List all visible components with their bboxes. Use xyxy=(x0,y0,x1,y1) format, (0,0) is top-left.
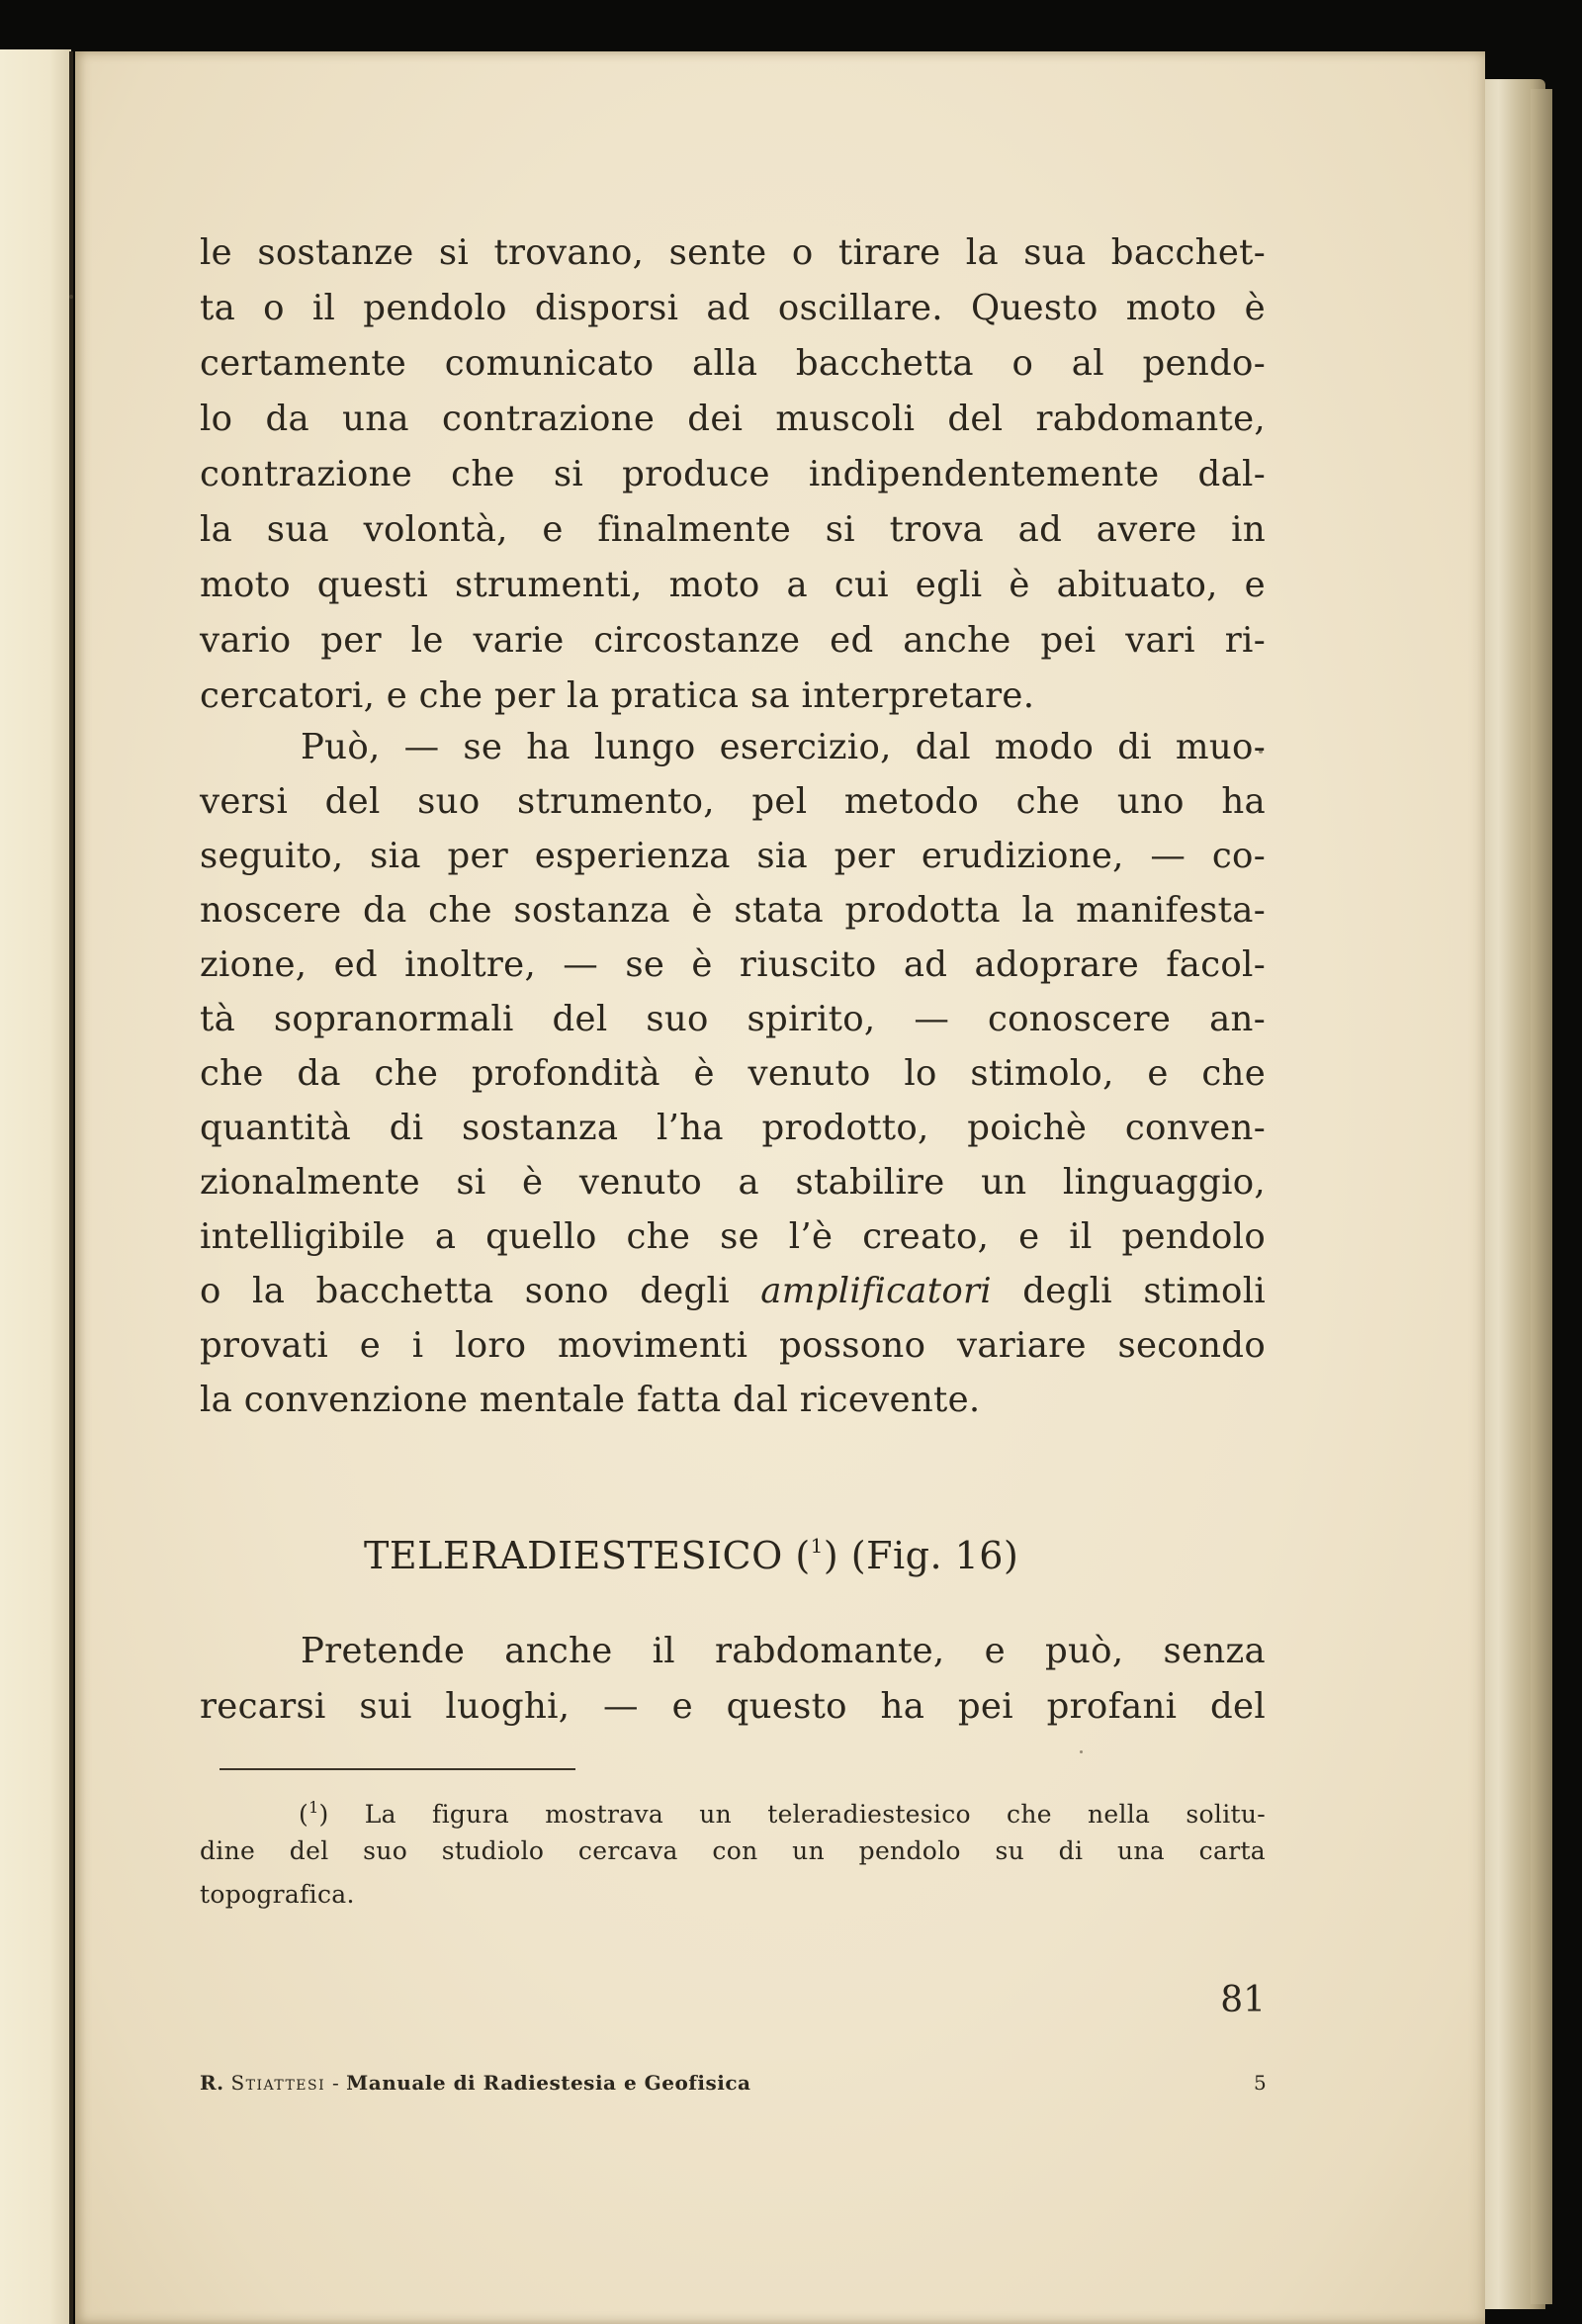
text-line: le sostanze si trovano, sente o tirare la sua bacchet- xyxy=(200,232,1266,273)
text-line: Può, — se ha lungo esercizio, dal modo di muo- xyxy=(301,727,1266,767)
author-name: Stiattesi xyxy=(230,2071,326,2095)
text-line: recarsi sui luoghi, — e questo ha pei profani del xyxy=(200,1686,1266,1727)
text-line: certamente comunicato alla bacchetta o al pendo- xyxy=(200,343,1266,384)
text-line: ta o il pendolo disporsi ad oscillare. Questo moto è xyxy=(200,288,1266,328)
text-line: la convenzione mentale fatta dal ricevente. xyxy=(200,1380,981,1420)
heading-title: TELERADIESTESICO xyxy=(364,1534,783,1577)
text-line: zionalmente si è venuto a stabilire un linguaggio, xyxy=(200,1162,1266,1203)
heading-note-ref xyxy=(795,1534,838,1577)
note-paren: ( xyxy=(795,1534,811,1577)
text-line: lo da una contrazione dei muscoli del rabdomante, xyxy=(200,399,1266,439)
section-heading xyxy=(364,1511,1115,1580)
author-initial: R. xyxy=(200,2071,224,2095)
text-line: vario per le varie circostanze ed anche pei vari ri- xyxy=(200,620,1266,661)
footnote-line: dine del suo studiolo cercava con un pendolo su di una carta xyxy=(200,1836,1266,1865)
page-stack-shadow xyxy=(1531,89,1552,2304)
text-line: che da che profondità è venuto lo stimolo, e che xyxy=(200,1053,1266,1094)
text-line: moto questi strumenti, moto a cui egli è abituato, e xyxy=(200,565,1266,605)
facing-page-edge xyxy=(0,49,71,2324)
text-line: tà sopranormali del suo spirito, — conoscere an- xyxy=(200,999,1266,1039)
book-gutter xyxy=(69,51,73,2324)
figure-reference: (Fig. 16) xyxy=(850,1534,1019,1577)
text-segment: o la bacchetta sono degli xyxy=(200,1271,761,1311)
signature-separator: - xyxy=(325,2071,347,2095)
text-line: provati e i loro movimenti possono variare secondo xyxy=(200,1325,1266,1366)
footnote-number: 1 xyxy=(308,1798,319,1817)
note-paren: ) xyxy=(318,1800,329,1829)
note-paren: ) xyxy=(823,1534,839,1577)
paper-speck xyxy=(1080,1750,1083,1753)
text-line: zione, ed inoltre, — se è riuscito ad adoprare facol- xyxy=(200,944,1266,985)
sheet-signature-number: 5 xyxy=(1254,2071,1267,2095)
text-line: versi del suo strumento, pel metodo che uno ha xyxy=(200,781,1266,822)
footnote-line xyxy=(200,1786,1266,1830)
text-line: la sua volontà, e finalmente si trova ad avere in xyxy=(200,509,1266,550)
text-line: cercatori, e che per la pratica sa interpretare. xyxy=(200,675,1035,716)
emphasized-word: amplificatori xyxy=(760,1271,992,1311)
text-line: seguito, sia per esperienza sia per erudizione, — co- xyxy=(200,836,1266,876)
text-line-with-emphasis xyxy=(200,1264,1266,1319)
note-paren: ( xyxy=(299,1800,309,1829)
footnote-line: topografica. xyxy=(200,1880,355,1909)
text-line: quantità di sostanza l’ha prodotto, poichè conven- xyxy=(200,1108,1266,1148)
text-segment: degli stimoli xyxy=(991,1271,1266,1311)
footnote-marker xyxy=(299,1800,329,1829)
text-line: Pretende anche il rabdomante, e può, senza xyxy=(301,1631,1266,1671)
footnote-divider xyxy=(220,1768,575,1770)
book-title: Manuale di Radiestesia e Geofisica xyxy=(346,2071,751,2095)
footnote-text: La figura mostrava un teleradiestesico che nella solitu- xyxy=(328,1800,1266,1829)
page-number: 81 xyxy=(1220,1980,1266,2020)
footnote-ref-number: 1 xyxy=(810,1534,824,1558)
text-line: noscere da che sostanza è stata prodotta la manifesta- xyxy=(200,890,1266,931)
text-line: intelligibile a quello che se l’è creato, e il pendolo xyxy=(200,1216,1266,1257)
printer-signature xyxy=(200,2065,951,2101)
paper-speck xyxy=(69,295,73,299)
text-line: contrazione che si produce indipendentemente dal- xyxy=(200,454,1266,494)
